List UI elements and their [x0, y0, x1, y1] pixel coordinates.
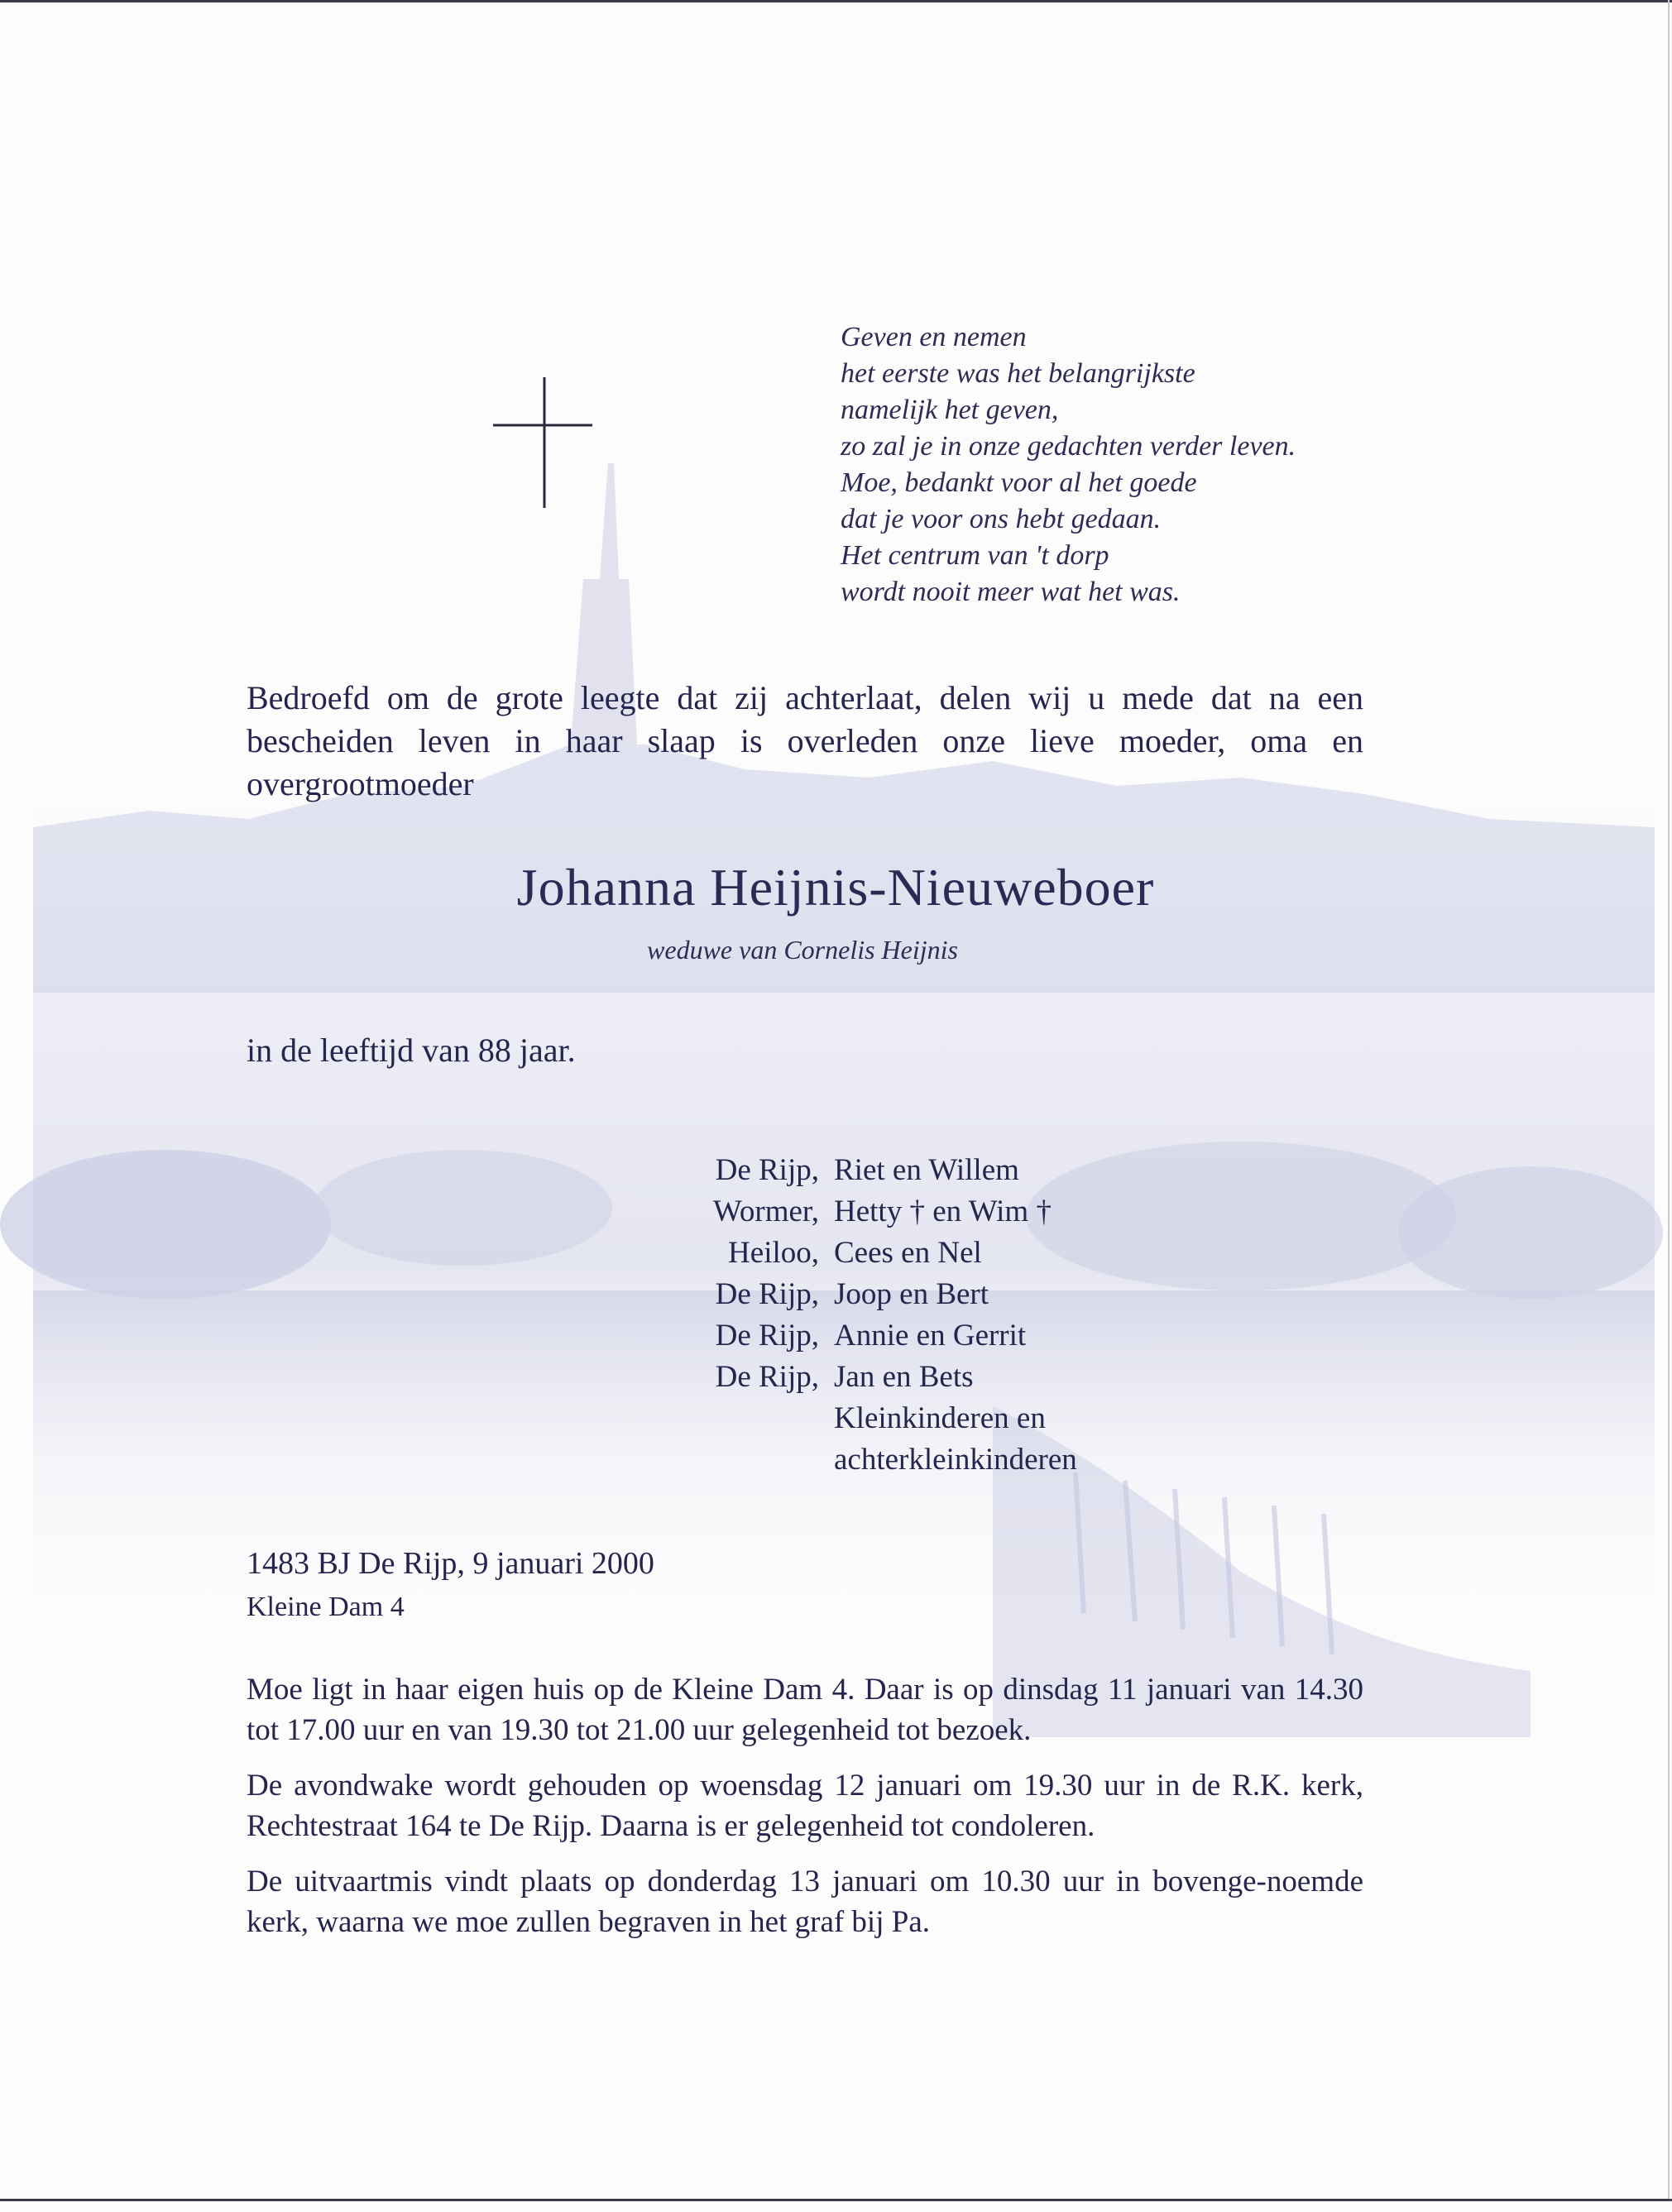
- family-place: De Rijp,: [715, 1153, 819, 1187]
- deceased-name: Johanna Heijnis-Nieuweboer: [516, 858, 1155, 917]
- poem-line: namelijk het geven,: [841, 395, 1059, 425]
- funeral-paragraph: De uitvaartmis vindt plaats op donderdag 13 januari om 10.30 uur in bovenge-noemde kerk, waarna we moe zullen begraven in het graf bij Pa.: [247, 1865, 1363, 1939]
- family-row: [579, 1357, 1406, 1398]
- family-names: Joop en Bert: [834, 1277, 989, 1311]
- poem-line: het eerste was het belangrijkste: [841, 358, 1195, 389]
- announcement-intro: Bedroefd om de grote leegte dat zij achterlaat, delen wij u mede dat na een bescheiden leven in haar slaap is overleden onze lieve moeder, oma en overgrootmoeder: [247, 679, 1363, 802]
- family-row: [579, 1274, 1406, 1315]
- family-names: Cees en Nel: [834, 1236, 982, 1270]
- cross-icon: [488, 374, 596, 511]
- vigil-paragraph: De avondwake wordt gehouden op woensdag 12 januari om 19.30 uur in de R.K. kerk, Rechtestraat 164 te De Rijp. Daarna is er gelegenheid tot condoleren.: [247, 1769, 1363, 1843]
- family-place: Wormer,: [712, 1195, 819, 1228]
- age-line: in de leeftijd van 88 jaar.: [247, 1032, 576, 1069]
- widow-of: weduwe van Cornelis Heijnis: [647, 935, 958, 965]
- family-names: Kleinkinderen en: [834, 1401, 1046, 1435]
- family-row: [579, 1439, 1406, 1481]
- poem-line: Het centrum van 't dorp: [841, 540, 1109, 571]
- family-place: [579, 1439, 834, 1481]
- family-row: [579, 1150, 1406, 1191]
- family-names: Jan en Bets: [834, 1360, 974, 1394]
- family-row: [579, 1315, 1406, 1357]
- poem-line: wordt nooit meer wat het was.: [841, 577, 1181, 607]
- family-row: [579, 1233, 1406, 1274]
- family-names: achterkleinkinderen: [834, 1443, 1077, 1477]
- family-row: [579, 1398, 1406, 1439]
- poem-line: Geven en nemen: [841, 322, 1027, 352]
- visitation-paragraph: Moe ligt in haar eigen huis op de Kleine Dam 4. Daar is op dinsdag 11 januari van 14.30 tot 17.00 uur en van 19.30 tot 21.00 uur gelegenheid tot bezoek.: [247, 1673, 1363, 1747]
- family-place: De Rijp,: [715, 1360, 819, 1394]
- arrangements: [247, 1669, 1363, 1957]
- poem-line: dat je voor ons hebt gedaan.: [841, 504, 1162, 534]
- family-place: De Rijp,: [715, 1277, 819, 1311]
- family-place: Heiloo,: [728, 1236, 819, 1270]
- family-list: [579, 1150, 1406, 1481]
- family-names: Hetty † en Wim †: [834, 1195, 1052, 1228]
- street-address: Kleine Dam 4: [247, 1592, 405, 1622]
- family-row: [579, 1191, 1406, 1233]
- family-place: [579, 1398, 834, 1439]
- poem: [841, 319, 1486, 610]
- family-names: Annie en Gerrit: [834, 1319, 1027, 1353]
- poem-line: Moe, bedankt voor al het goede: [841, 467, 1197, 498]
- family-names: Riet en Willem: [834, 1153, 1019, 1187]
- poem-line: zo zal je in onze gedachten verder leven.: [841, 431, 1296, 462]
- bottom-border: [0, 2199, 1672, 2201]
- address-date-line: 1483 BJ De Rijp, 9 januari 2000: [247, 1546, 654, 1581]
- family-place: De Rijp,: [715, 1319, 819, 1353]
